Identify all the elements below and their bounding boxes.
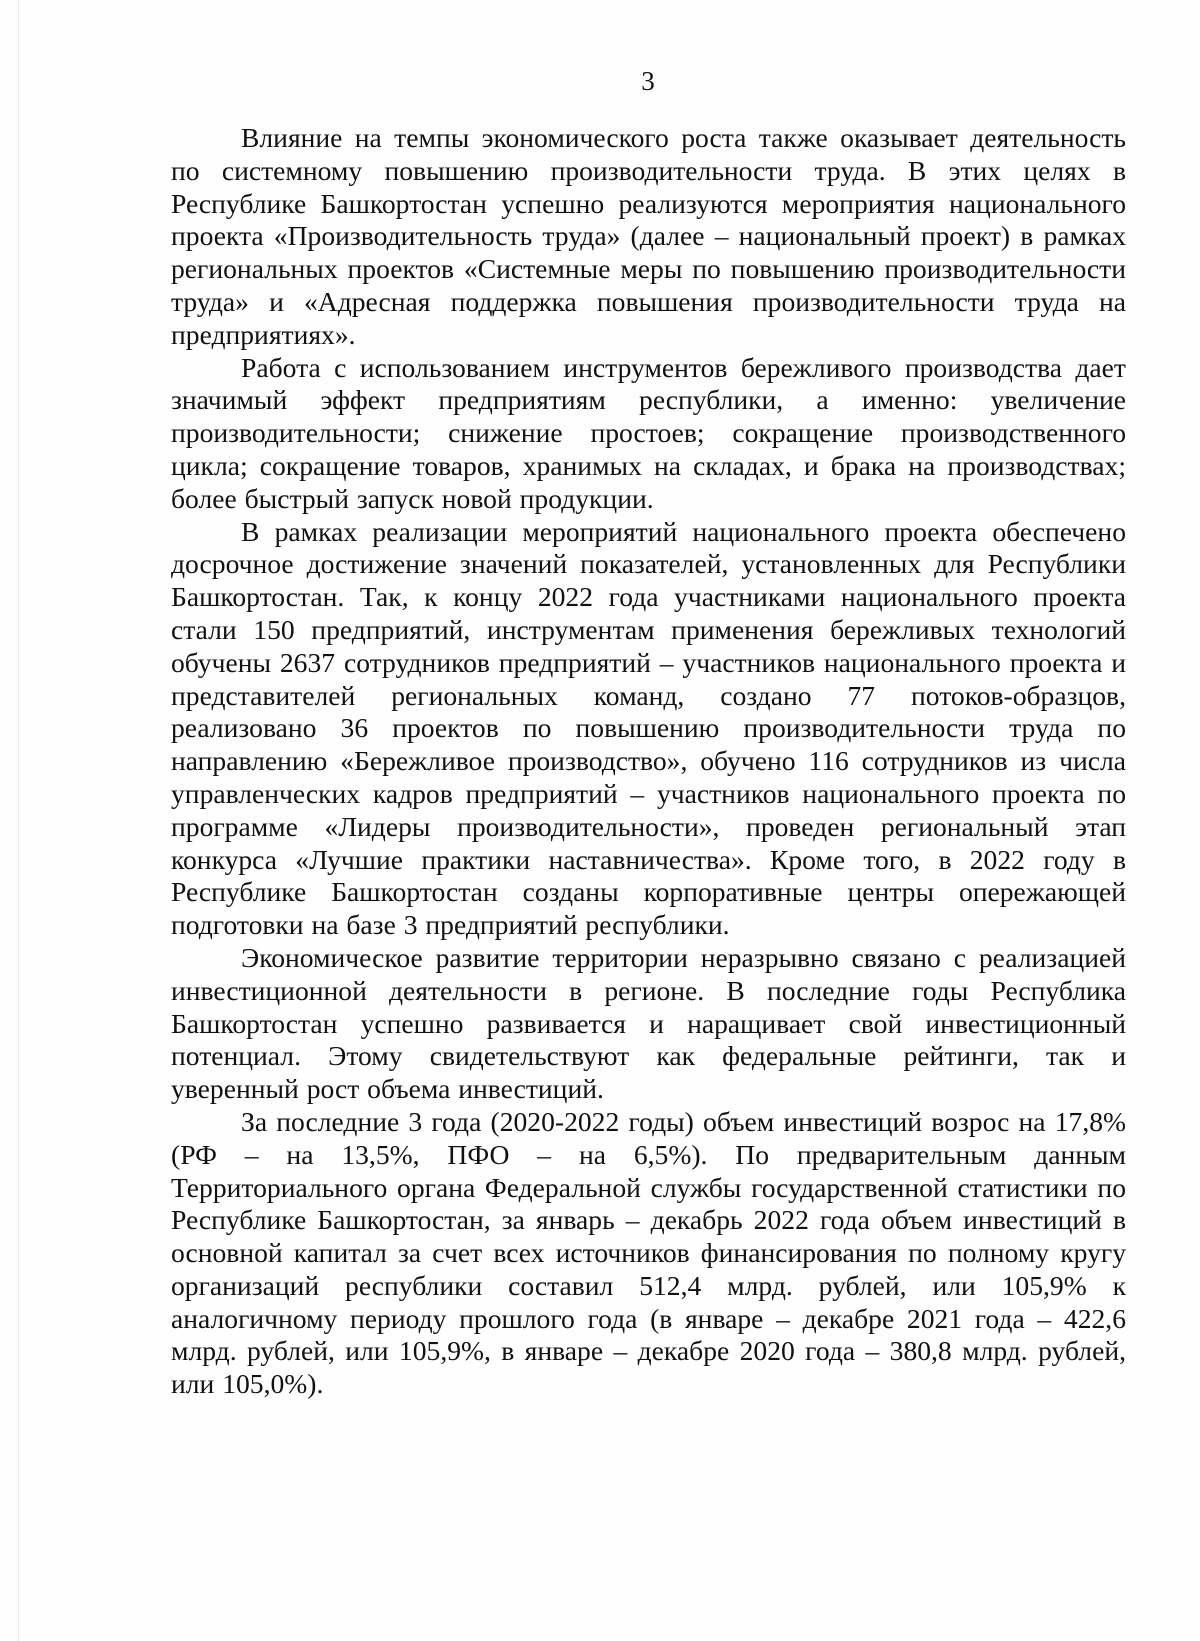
paragraph-investment-activity: Экономическое развитие территории неразрывно связано с реализацией инвестиционной деятельности в регионе. В последние годы Республика Башкортостан успешно развивается и наращивает свой инвестиционный потенциал. Этому свидетельствуют как федеральные рейтинги, так и уверенный рост объема инвестиций. <box>171 941 1126 1105</box>
document-body <box>171 122 1126 1401</box>
paragraph-lean-production: Работа с использованием инструментов бережливого производства дает значимый эффект предприятиям республики, а именно: увеличение производительности; снижение простоев; сокращение производственного цикла; сокращение товаров, хранимых на складах, и брака на производствах; более быстрый запуск новой продукции. <box>171 351 1126 514</box>
paragraph-national-project-results: В рамках реализации мероприятий национального проекта обеспечено досрочное достижение значений показателей, установленных для Республики Башкортостан. Так, к концу 2022 года участниками национального проекта стали 150 предприятий, инструментам применения бережливых технологий обучены 2637 сотрудников предприятий – участников национального проекта и представителей региональных команд, создано 77 потоков-образцов, реализовано 36 проектов по повышению производительности труда по направлению «Бережливое производство», обучено 116 сотрудников из числа управленческих кадров предприятий – участников национального проекта по программе «Лидеры производительности», проведен региональный этап конкурса «Лучшие практики наставничества». Кроме того, в 2022 году в Республике Башкортостан созданы корпоративные центры опережающей подготовки на базе 3 предприятий республики. <box>171 515 1126 941</box>
paragraph-productivity: Влияние на темпы экономического роста также оказывает деятельность по системному повышению производительности труда. В этих целях в Республике Башкортостан успешно реализуются мероприятия национального проекта «Производительность труда» (далее – национальный проект) в рамках региональных проектов «Системные меры по повышению производительности труда» и «Адресная поддержка повышения производительности труда на предприятиях». <box>171 122 1126 350</box>
page-number: 3 <box>641 66 655 96</box>
paragraph-investment-volume: За последние 3 года (2020-2022 годы) объем инвестиций возрос на 17,8% (РФ – на 13,5%, ПФО – на 6,5%). По предварительным данным Территориального органа Федеральной службы государственной статистики по Республике Башкортостан, за январь – декабрь 2022 года объем инвестиций в основной капитал за счет всех источников финансирования по полному кругу организаций республики составил 512,4 млрд. рублей, или 105,9% к аналогичному периоду прошлого года (в январе – декабре 2021 года – 422,6 млрд. рублей, или 105,9%, в январе – декабре 2020 года – 380,8 млрд. рублей, или 105,0%). <box>171 1105 1126 1400</box>
scan-edge-line <box>18 0 19 1641</box>
